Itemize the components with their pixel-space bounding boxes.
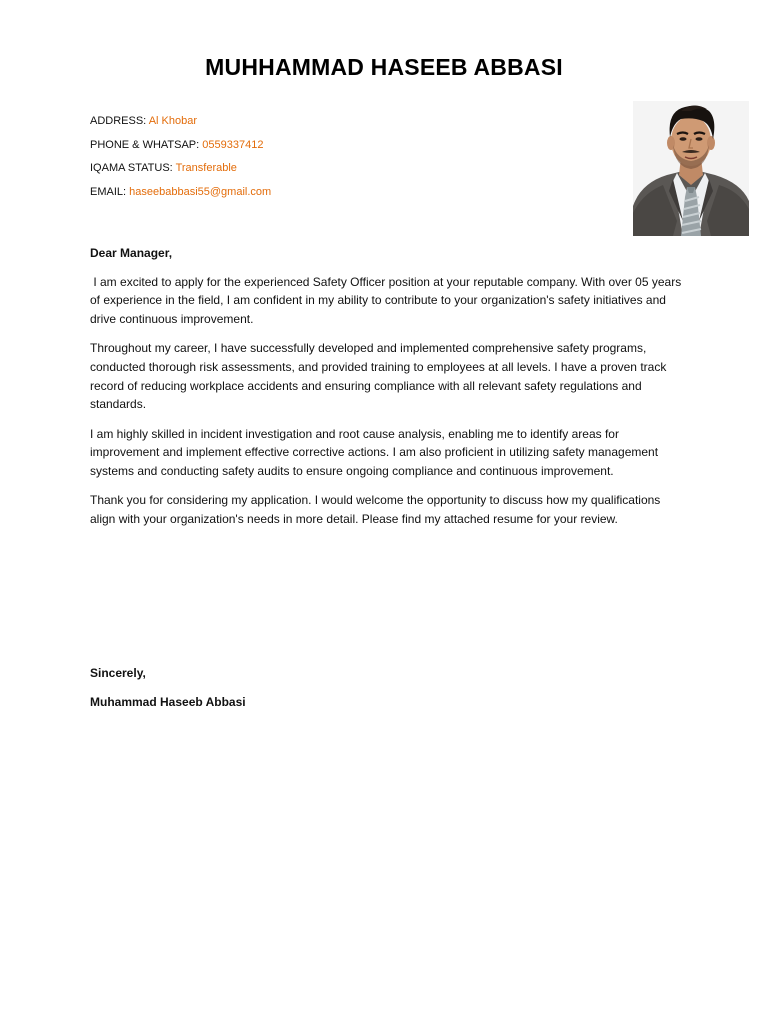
contact-details [90,110,271,204]
phone-label: PHONE & WHATSAP: [90,138,200,151]
iqama-label: IQAMA STATUS: [90,162,173,174]
email-value: haseebabbasi55@gmail.com [129,185,272,198]
phone-value: 0559337412 [202,138,264,151]
applicant-name-heading: MUHHAMMAD HASEEB ABBASI [205,54,563,80]
signature-name: Muhammad Haseeb Abbasi [90,695,246,709]
paragraph-intro: I am excited to apply for the experienced Safety Officer position at your reputable company. With over 05 years of experience in the field, I am confident in my ability to contribute to your organization's safety initiatives and drive continuous improvement. [90,274,685,327]
email-line [90,181,271,205]
email-label: EMAIL: [90,185,127,198]
closing-phrase: Sincerely, [90,666,146,680]
paragraph-skills: I am highly skilled in incident investigation and root cause analysis, enabling me to identify areas for improvement and implement effective corrective actions. I am also proficient in utilizing safety management systems and conducting safety audits to ensure ongoing compliance and continuous improvement. [90,426,659,479]
paragraph-experience: Throughout my career, I have successfully developed and implemented comprehensive safety programs, conducted thorough risk assessments, and provided training to employees at all levels. I have a proven track record of reducing workplace accidents and ensuring compliance with all relevant safety regulations and standards. [90,341,667,412]
paragraph-closing: Thank you for considering my application. I would welcome the opportunity to discuss how my qualifications align with your organization's needs in more detail. Please find my attached resume for your review. [90,493,661,526]
salutation: Dear Manager, [90,246,173,260]
address-value: Al Khobar [148,115,198,127]
iqama-value: Transferable [175,162,237,174]
letter-body [90,244,685,539]
profile-photo-icon [633,101,749,236]
iqama-line [90,157,271,181]
profile-photo [633,101,749,236]
phone-line [90,134,271,158]
address-line [90,110,271,134]
address-label: ADDRESS: [90,115,147,127]
